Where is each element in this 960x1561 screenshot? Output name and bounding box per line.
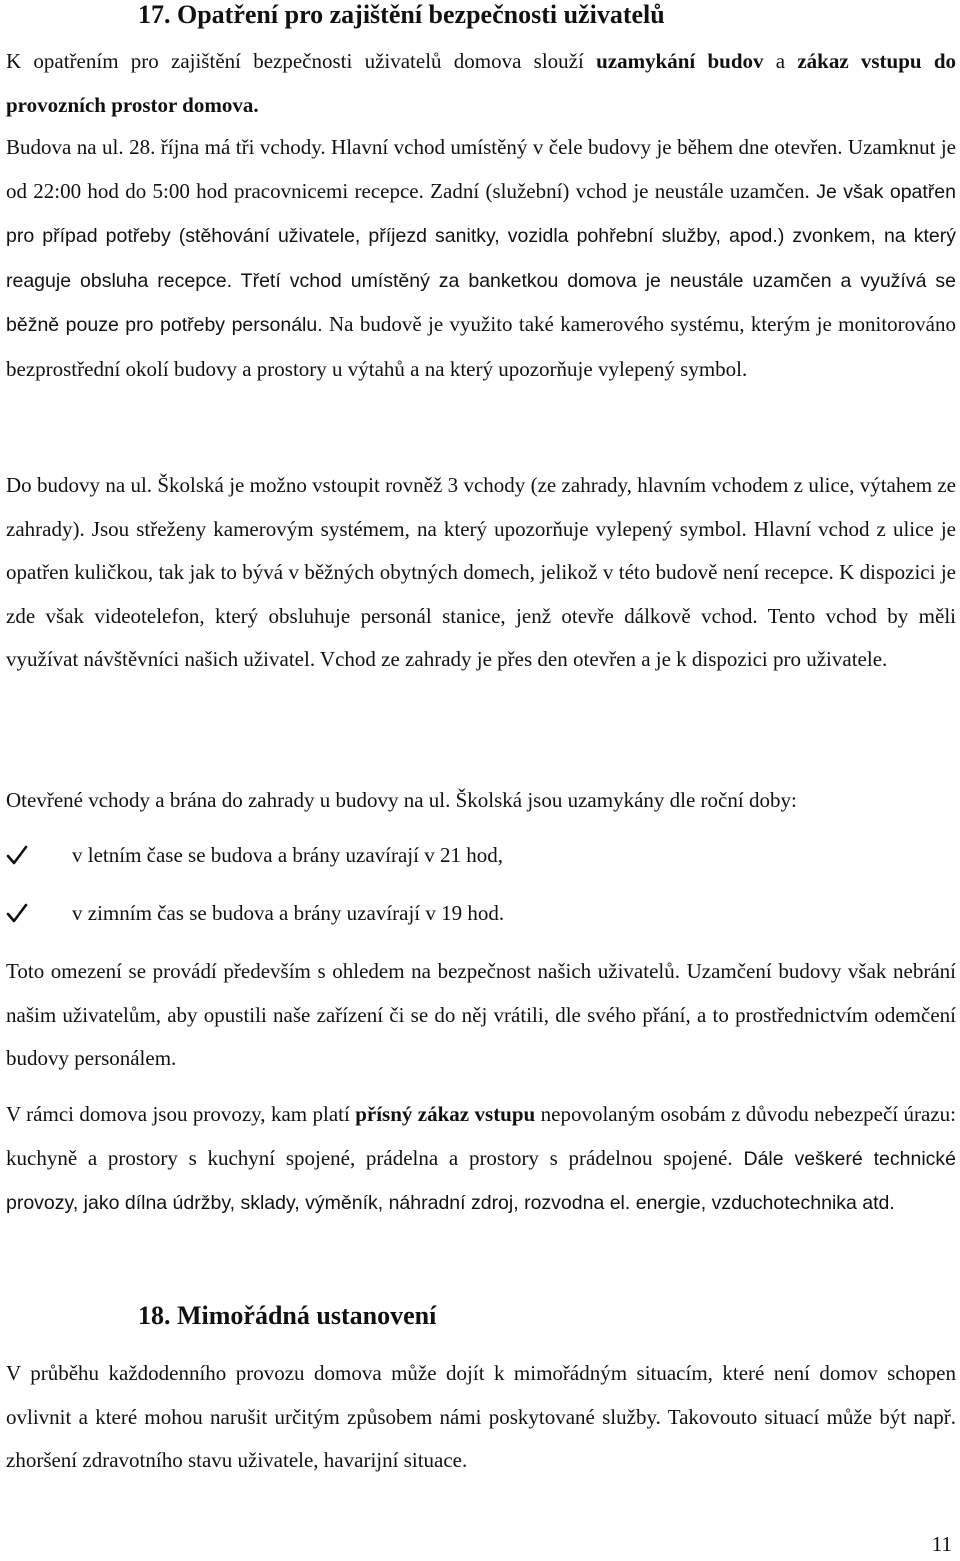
list-item-text: v zimním čas se budova a brány uzavírají v 19 hod. — [72, 901, 505, 925]
restriction-paragraph — [6, 950, 956, 1081]
building-28-paragraph — [6, 126, 956, 391]
intro-text: K opatřením pro zajištění bezpečnosti uživatelů domova slouží — [6, 49, 597, 73]
intro-bold-entry-ban: zákaz vstupu do provozních prostor domova. — [6, 49, 956, 117]
locking-schedule-list — [6, 834, 956, 950]
entry-ban-paragraph — [6, 1093, 956, 1226]
locking-schedule-text: Otevřené vchody a brána do zahrady u budovy na ul. Školská jsou uzamykány dle roční doby: — [6, 788, 797, 812]
building-28-part-a: Budova na ul. 28. října má tři vchody. Hlavní vchod umístěný v čele budovy je během dne otevřen. Uzamknut je od 22:00 hod do 5:00 hod pracovnicemi recepce. Zadní (služební) vchod je neustále uzamčen. — [6, 135, 956, 203]
entry-ban-part-a: V rámci domova jsou provozy, kam platí — [6, 1102, 356, 1126]
intro-paragraph — [6, 40, 956, 127]
entry-ban-part-c: nepovolaným osobám z důvodu nebezpečí úrazu: kuchyně a prostory s kuchyní spojené, prádelna a prostory s prádelnou spojené. — [6, 1102, 956, 1170]
entry-ban-part-d: Dále veškeré technické provozy, jako dílna údržby, sklady, výměník, náhradní zdroj, rozvodna el. energie, vzduchotechnika atd. — [6, 1147, 956, 1214]
restriction-text: Toto omezení se provádí především s ohledem na bezpečnost našich uživatelů. Uzamčení budovy však nebrání našim uživatelům, aby opustili naše zařízení či se do něj vrátili, dle svého přání, a to prostřednictvím odemčení budovy personálem. — [6, 959, 956, 1070]
list-item-text: v letním čase se budova a brány uzavírají v 21 hod, — [72, 843, 503, 867]
list-item — [6, 834, 956, 892]
intro-bold-locking: uzamykání budov — [596, 49, 764, 73]
section-17-intro — [6, 40, 956, 127]
building-28-text — [6, 126, 956, 391]
entry-ban-bold: přísný zákaz vstupu — [355, 1102, 536, 1126]
section-17-heading: 17. Opatření pro zajištění bezpečnosti uživatelů — [138, 0, 665, 29]
building-skolska-paragraph — [6, 464, 956, 682]
section-18-paragraph — [6, 1352, 956, 1483]
section-18-heading: 18. Mimořádná ustanovení — [138, 1301, 437, 1330]
section-18-text: V průběhu každodenního provozu domova může dojít k mimořádným situacím, které není domov schopen ovlivnit a které mohou narušit určitým způsobem námi poskytované služby. Takovouto situací může být např. zhoršení zdravotního stavu uživatele, havarijní situace. — [6, 1361, 956, 1472]
building-28-part-c: Třetí vchod umístěný za banketkou domova je neustále uzamčen a využívá se běžně pouze pro potřeby personálu. — [6, 269, 956, 336]
intro-conj: a — [763, 49, 798, 73]
page-number: 11 — [931, 1532, 952, 1556]
check-icon — [6, 902, 28, 924]
entry-ban-text — [6, 1093, 956, 1226]
building-28-part-d: Na budově je využito také kamerového systému, kterým je monitorováno bezprostřední okolí budovy a prostory u výtahů a na který upozorňuje vylepený symbol. — [6, 312, 956, 381]
check-icon — [6, 844, 28, 866]
list-item — [6, 892, 956, 950]
building-skolska-text: Do budovy na ul. Školská je možno vstoupit rovněž 3 vchody (ze zahrady, hlavním vchodem z ulice, výtahem ze zahrady). Jsou střeženy kamerovým systémem, na který upozorňuje vylepený symbol. Hlavní vchod z ulice je opatřen kuličkou, tak jak to bývá v běžných obytných domech, jelikož v této budově není recepce. K dispozici je zde však videotelefon, který obsluhuje personál stanice, jenž otevře dálkově vchod. Tento vchod by měli využívat návštěvníci našich uživatel. Vchod ze zahrady je přes den otevřen a je k dispozici pro uživatele. — [6, 473, 956, 671]
building-28-part-b: Je však opatřen pro případ potřeby (stěhování uživatele, příjezd sanitky, vozidla pohřební služby, apod.) zvonkem, na který reaguje obsluha recepce. — [6, 180, 956, 292]
locking-schedule-intro — [6, 779, 956, 823]
